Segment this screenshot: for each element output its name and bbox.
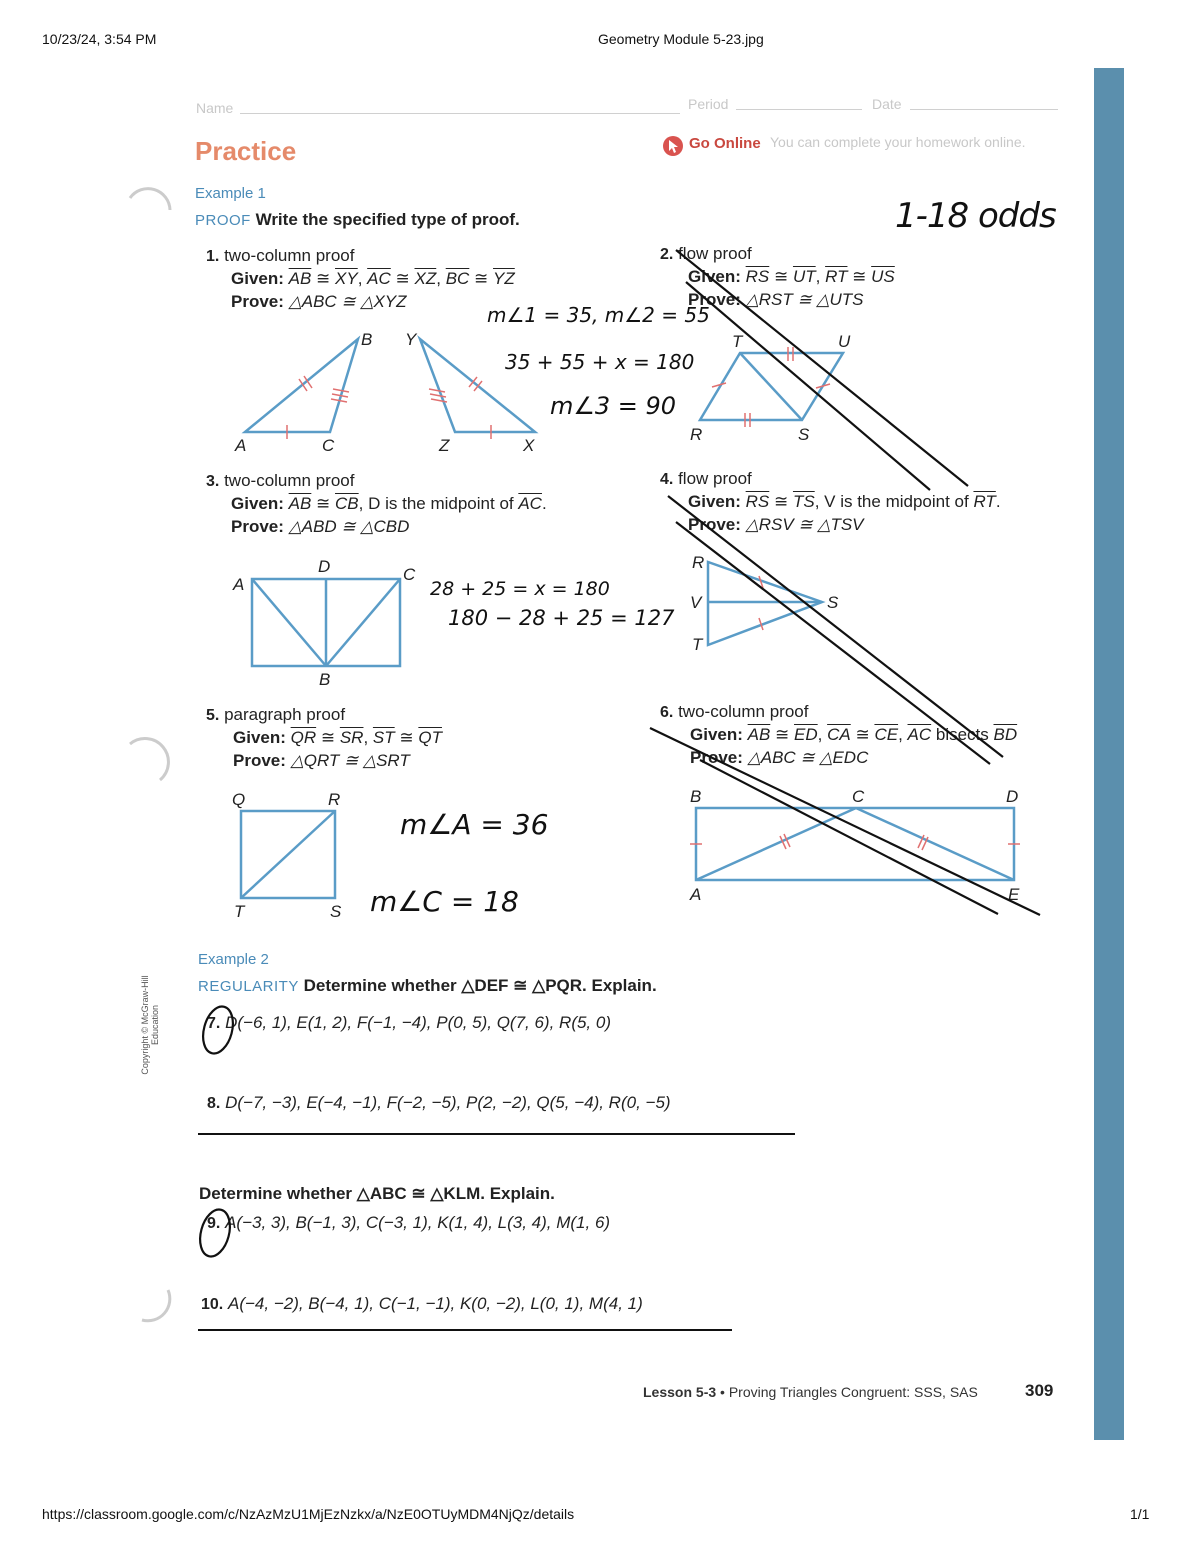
problem-5: 5. paragraph proof Given: $\overline{QR}$ ≅ $\overline{SR}$, $\overline{ST}$ ≅ $\overline{QT}$ Prove: △QRT ≅ △SRT <box>206 705 442 770</box>
problem-7: 7. D(−6, 1), E(1, 2), F(−1, −4), P(0, 5), Q(7, 6), R(5, 0) <box>207 1013 611 1032</box>
fig4-label-r: R <box>692 553 705 572</box>
fig1-label-c: C <box>322 436 335 455</box>
fig5-label-t: T <box>234 902 245 921</box>
fig2-label-s: S <box>798 425 810 444</box>
handwritten-note-7: m∠C = 18 <box>370 885 519 918</box>
problem-6-type: two-column proof <box>678 702 809 721</box>
fig5-label-s: S <box>330 902 342 921</box>
go-online-note: You can complete your homework online. <box>770 134 1026 150</box>
name-label: Name <box>196 100 234 116</box>
go-online-link[interactable]: Go Online <box>689 135 761 152</box>
period-label: Period <box>688 96 729 112</box>
fig6-label-a: A <box>690 885 702 904</box>
problem-9: 9. A(−3, 3), B(−1, 3), C(−3, 1), K(1, 4), L(3, 4), M(1, 6) <box>207 1213 611 1232</box>
fig2-label-r: R <box>690 425 703 444</box>
copyright-note: Copyright © McGraw-Hill Education <box>140 975 160 1075</box>
fig4-label-s: S <box>827 593 839 612</box>
fig1-label-x: X <box>523 436 535 455</box>
problem-2: 2. flow proof Given: $\overline{RS}$ ≅ $\overline{UT}$, $\overline{RT}$ ≅ $\overline{US}$ Prove: △RST ≅ △UTS <box>660 244 895 309</box>
fig4-label-v: V <box>690 593 702 612</box>
handwritten-note-1: m∠1 = 35, m∠2 = 55 <box>487 303 710 327</box>
example1-label: Example 1 <box>195 185 266 202</box>
problem-8: 8. D(−7, −3), E(−4, −1), F(−2, −5), P(2, −2), Q(5, −4), R(0, −5) <box>207 1093 671 1112</box>
problem-5-type: paragraph proof <box>224 705 346 724</box>
fig4-label-t: T <box>692 635 703 654</box>
problem-4-type: flow proof <box>678 469 752 488</box>
problem-6: 6. two-column proof Given: $\overline{AB}$ ≅ $\overline{ED}$, $\overline{CA}$ ≅ $\overline{CE}$, $\overline{AC}$ bisects $\overline{BD}$ Prove: △ABC ≅ △EDC <box>660 702 1018 767</box>
fig6-label-c: C <box>852 787 865 806</box>
handwritten-note-6: m∠A = 36 <box>400 808 549 841</box>
fig3-label-d: D <box>318 557 331 576</box>
problem-10: 10. A(−4, −2), B(−4, 1), C(−1, −1), K(0, −2), L(0, 1), M(4, 1) <box>201 1294 643 1313</box>
problem-3-type: two-column proof <box>224 471 355 490</box>
date-label: Date <box>872 96 902 112</box>
fig1-label-a: A <box>235 436 247 455</box>
problem-2-type: flow proof <box>678 244 752 263</box>
handwritten-note-5: 180 − 28 + 25 = 127 <box>448 606 675 630</box>
print-datetime: 10/23/24, 3:54 PM <box>42 31 157 47</box>
lesson-footer: Lesson 5-3 • Proving Triangles Congruent: SSS, SAS <box>643 1384 978 1400</box>
fig1-label-b: B <box>361 330 373 349</box>
page-title: Practice <box>195 136 297 166</box>
print-page-count: 1/1 <box>1130 1506 1150 1522</box>
fig3-label-b: B <box>319 670 331 689</box>
fig3-label-c: C <box>403 565 416 584</box>
example2-instruction-2: Determine whether △ABC ≅ △KLM. Explain. <box>199 1184 555 1203</box>
example2-tag: REGULARITY <box>198 978 299 995</box>
print-url: https://classroom.google.com/c/NzAzMzU1MjEzNzkx/a/NzE0OTUyMDM4NjQz/details <box>42 1506 575 1522</box>
handwritten-assignment: 1-18 odds <box>895 196 1056 236</box>
handwritten-note-3: m∠3 = 90 <box>550 392 677 420</box>
fig6-label-b: B <box>690 787 702 806</box>
fig5-label-r: R <box>328 790 341 809</box>
example2-label: Example 2 <box>198 951 269 968</box>
fig2-label-t: T <box>732 332 743 351</box>
handwritten-note-4: 28 + 25 = x = 180 <box>430 578 610 600</box>
problem-1: 1. two-column proof Given: $\overline{AB}$ ≅ $\overline{XY}$, $\overline{AC}$ ≅ $\overline{XZ}$, $\overline{BC}$ ≅ $\overline{YZ}$ Prove: △ABC ≅ △XYZ <box>206 246 515 311</box>
fig5-label-q: Q <box>232 790 246 809</box>
print-filename: Geometry Module 5-23.jpg <box>598 31 764 47</box>
fig3-label-a: A <box>233 575 245 594</box>
example1-tag: PROOF <box>195 212 251 229</box>
fig6-label-d: D <box>1006 787 1019 806</box>
page-number: 309 <box>1025 1381 1054 1400</box>
fig2-label-u: U <box>838 332 851 351</box>
example1-instruction: Write the specified type of proof. <box>255 210 520 229</box>
problem-1-type: two-column proof <box>224 246 355 265</box>
fig1-label-y: Y <box>405 330 417 349</box>
handwritten-note-2: 35 + 55 + x = 180 <box>505 350 695 374</box>
fig6-label-e: E <box>1008 885 1020 904</box>
fig1-label-z: Z <box>439 436 450 455</box>
problem-3: 3. two-column proof Given: $\overline{AB}$ ≅ $\overline{CB}$, D is the midpoint of $\overline{AC}$. Prove: △ABD ≅ △CBD <box>206 471 547 536</box>
example2-instruction: Determine whether △DEF ≅ △PQR. Explain. <box>303 976 657 995</box>
problem-4: 4. flow proof Given: $\overline{RS}$ ≅ $\overline{TS}$, V is the midpoint of $\overline{RT}$. Prove: △RSV ≅ △TSV <box>660 469 1001 534</box>
